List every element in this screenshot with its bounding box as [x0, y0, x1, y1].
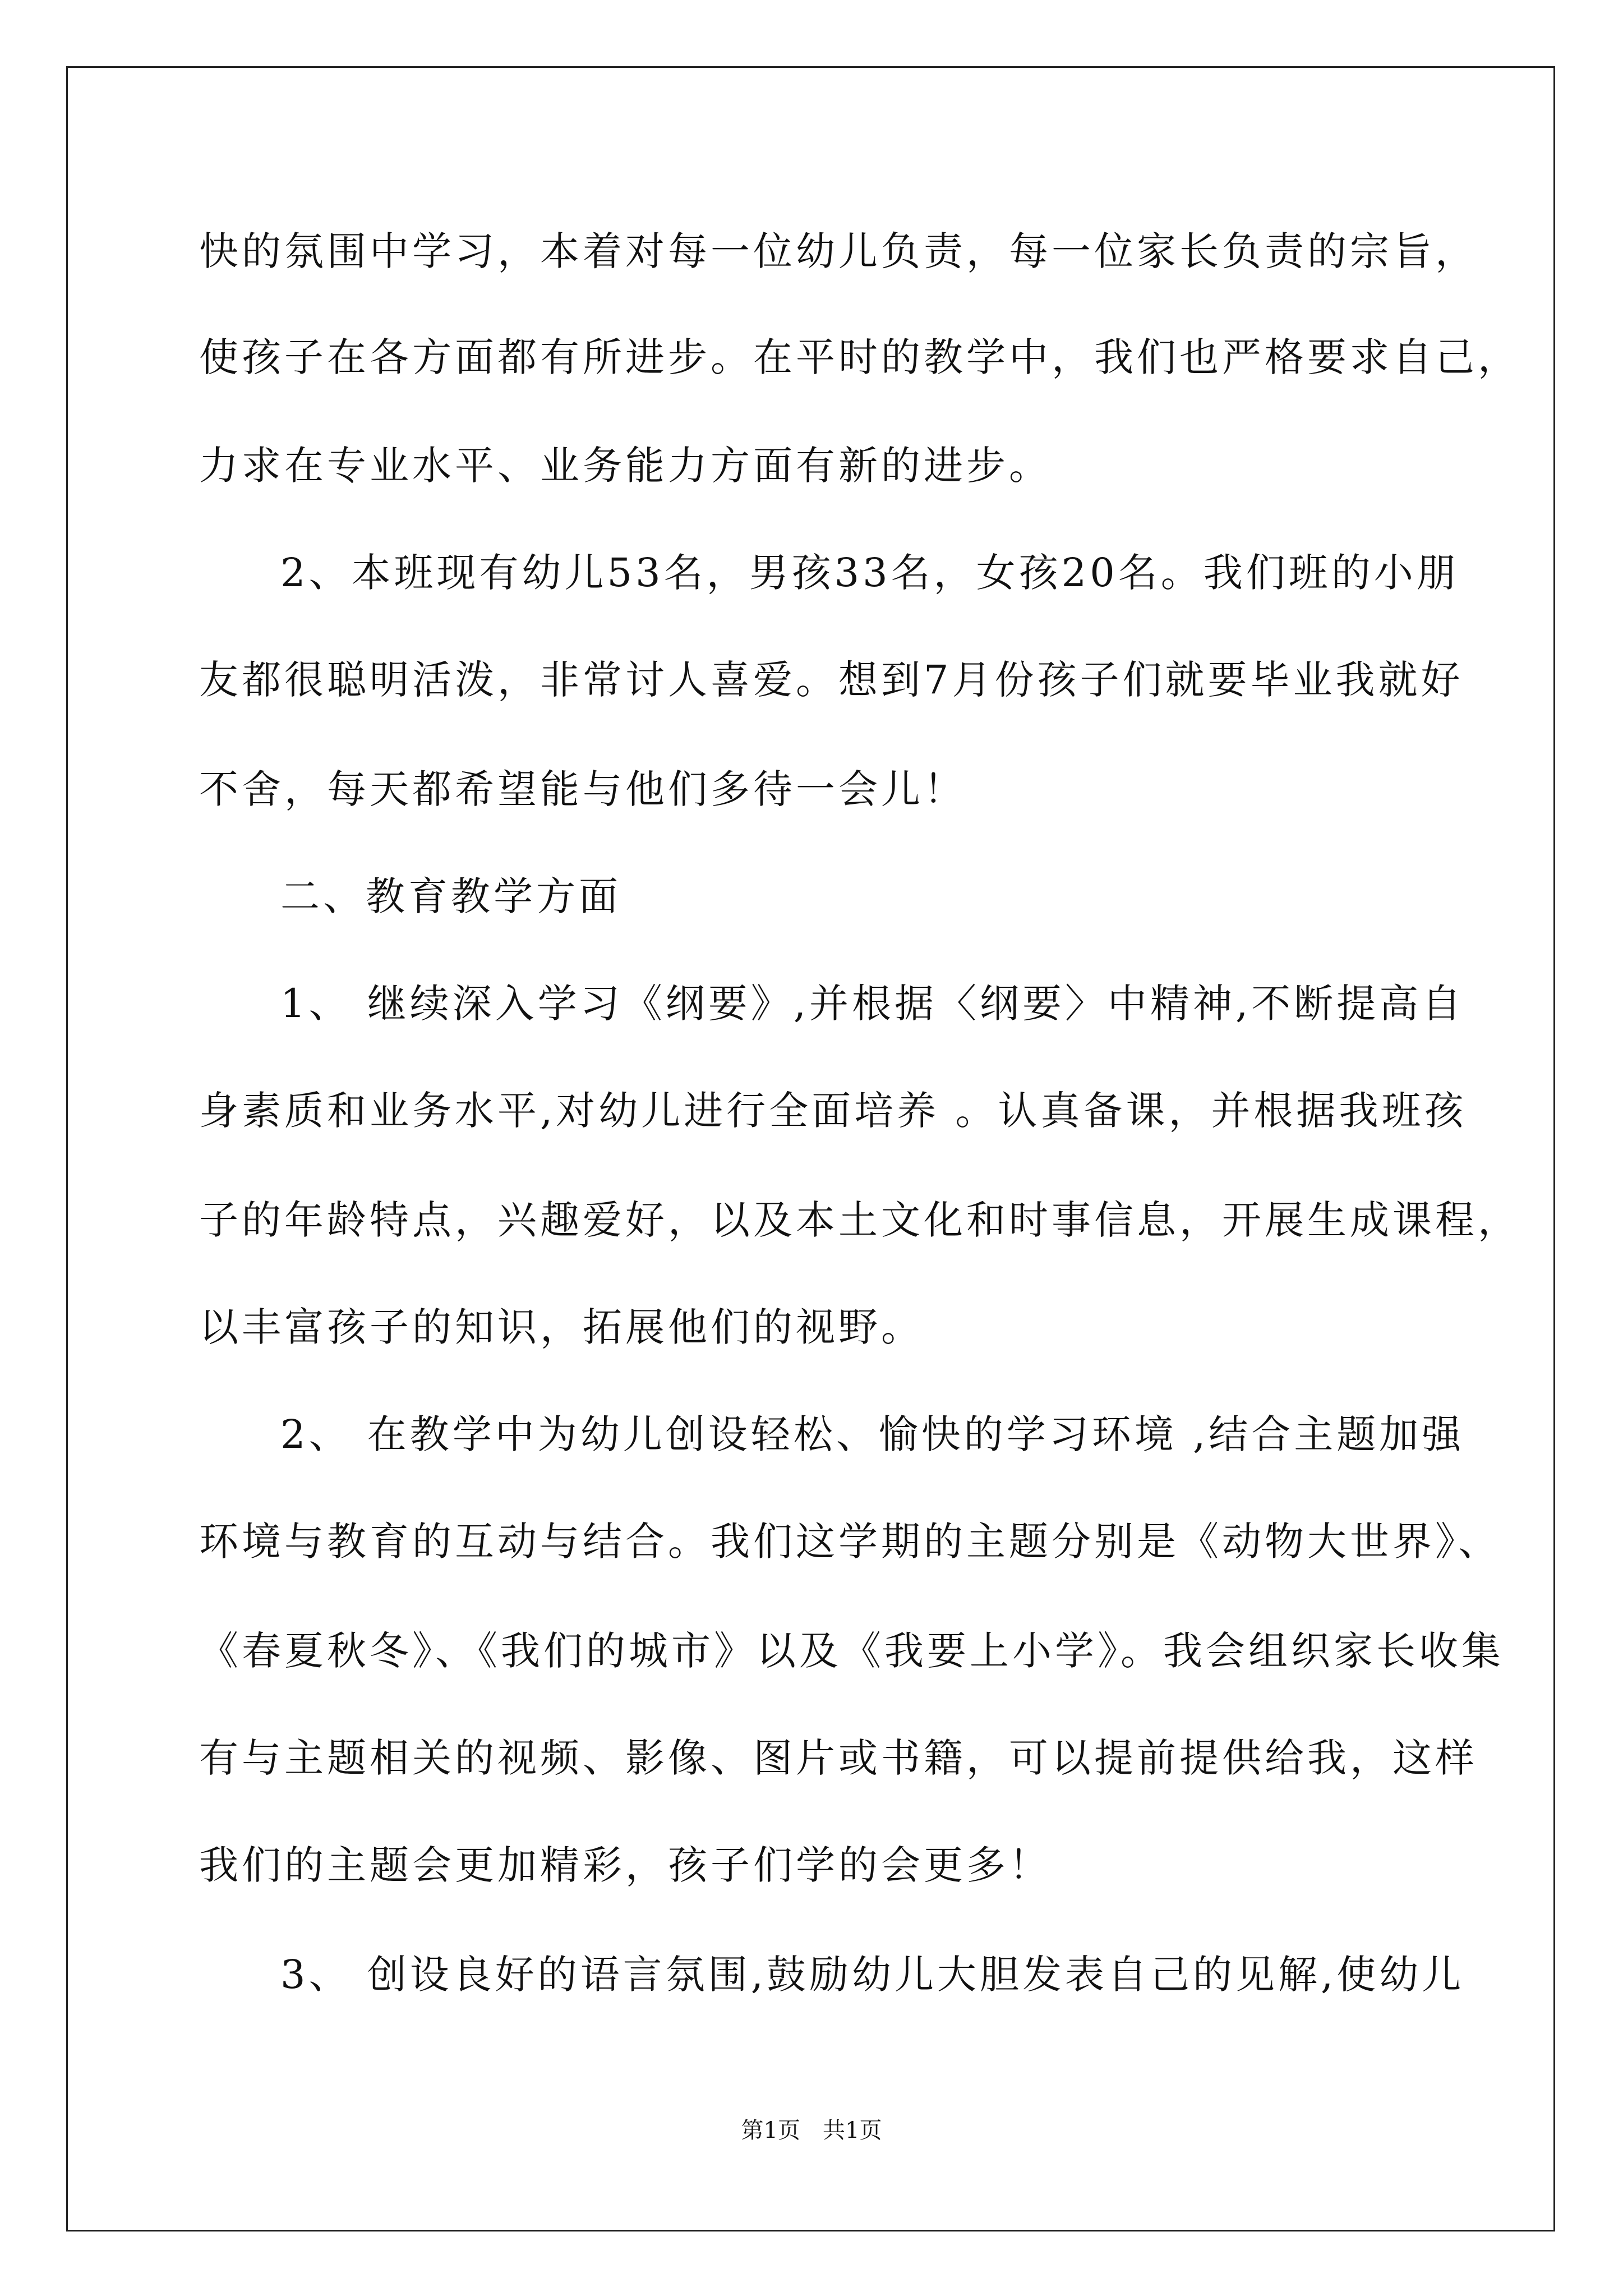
- text-line-9: 身素质和业务水平,对幼儿进行全面培养 。认真备课，并根据我班孩: [199, 1088, 1467, 1134]
- text-line-12: 2、 在教学中为幼儿创设轻松、愉快的学习环境 ,结合主题加强: [280, 1411, 1465, 1457]
- text-line-10: 子的年龄特点，兴趣爱好，以及本土文化和时事信息，开展生成课程，: [199, 1197, 1520, 1243]
- text-line-11: 以丰富孩子的知识，拓展他们的视野。: [199, 1304, 924, 1350]
- text-line-3: 力求在专业水平、业务能力方面有新的进步。: [199, 443, 1052, 489]
- text-line-16: 我们的主题会更加精彩，孩子们学的会更多！: [199, 1842, 1052, 1888]
- text-line-4: 2、本班现有幼儿53名，男孩33名，女孩20名。我们班的小朋: [280, 550, 1459, 596]
- section-heading: 二、教育教学方面: [280, 873, 621, 919]
- text-line-5: 友都很聪明活泼，非常讨人喜爱。想到7月份孩子们就要毕业我就好: [199, 657, 1464, 703]
- text-line-13: 环境与教育的互动与结合。我们这学期的主题分别是《动物大世界》、: [199, 1519, 1501, 1565]
- text-line-15: 有与主题相关的视频、影像、图片或书籍，可以提前提供给我，这样: [199, 1735, 1478, 1781]
- text-line-1: 快的氛围中学习，本着对每一位幼儿负责，每一位家长负责的宗旨，: [199, 228, 1478, 274]
- page-footer: 第1页 共1页: [741, 2118, 882, 2143]
- text-line-17: 3、 创设良好的语言氛围,鼓励幼儿大胆发表自己的见解,使幼儿: [280, 1952, 1465, 1998]
- text-line-2: 使孩子在各方面都有所进步。在平时的教学中，我们也严格要求自己，: [199, 334, 1520, 380]
- text-line-8: 1、 继续深入学习《纲要》,并根据〈纲要〉中精神,不断提高自: [280, 981, 1465, 1027]
- text-line-14: 《春夏秋冬》、《我们的城市》以及《我要上小学》。我会组织家长收集: [199, 1628, 1504, 1674]
- page-border: [66, 66, 1555, 2231]
- text-line-6: 不舍，每天都希望能与他们多待一会儿！: [199, 766, 966, 812]
